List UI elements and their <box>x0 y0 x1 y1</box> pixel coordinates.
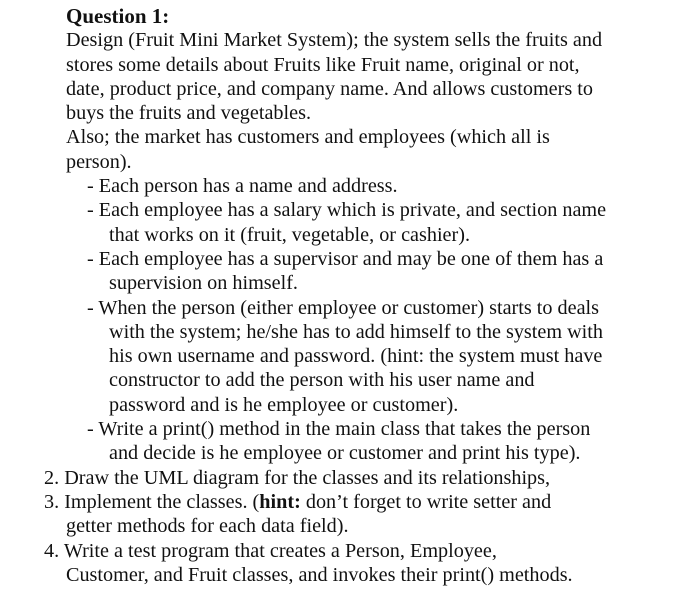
task-item <box>44 490 696 539</box>
requirement-line: - Each employee has a salary which is private, and section name <box>87 199 607 222</box>
task-item <box>44 539 696 588</box>
requirement-line: - Each employee has a supervisor and may be one of them has a <box>87 247 604 270</box>
task-number: 4. <box>44 539 60 562</box>
intro-line: person). <box>66 150 132 173</box>
task-text: Write a test program that creates a Person, Employee, <box>59 539 497 562</box>
task-number: 3. <box>44 490 60 513</box>
intro-line: Design (Fruit Mini Market System); the system sells the fruits and <box>66 29 603 52</box>
question-title: Question 1: <box>66 4 170 28</box>
requirement-line: - Write a print() method in the main class that takes the person <box>87 418 591 441</box>
task-text: don’t forget to write setter and <box>300 490 552 513</box>
requirement-item <box>66 198 696 247</box>
requirement-line: supervision on himself. <box>109 272 298 295</box>
requirement-line: his own username and password. (hint: the system must have <box>109 345 603 368</box>
task-text: Draw the UML diagram for the classes and its relationships, <box>59 466 551 489</box>
requirement-item <box>66 417 696 466</box>
intro-paragraph <box>66 28 696 174</box>
requirement-item <box>66 296 696 417</box>
task-continuation: getter methods for each data field). <box>66 515 349 538</box>
requirement-line: constructor to add the person with his user name and <box>109 369 535 392</box>
tasks-list <box>44 466 696 587</box>
question-document <box>44 4 696 587</box>
requirement-line: with the system; he/she has to add himself to the system with <box>109 320 603 343</box>
hint-label: hint: <box>259 490 301 513</box>
intro-line: Also; the market has customers and employees (which all is <box>66 126 550 149</box>
intro-line: date, product price, and company name. And allows customers to <box>66 77 593 100</box>
requirement-line: that works on it (fruit, vegetable, or cashier). <box>109 223 471 246</box>
requirement-line: and decide is he employee or customer and print his type). <box>109 442 581 465</box>
requirement-line: - When the person (either employee or customer) starts to deals <box>87 296 599 319</box>
requirement-item <box>66 174 696 198</box>
requirement-line: password and is he employee or customer). <box>109 393 459 416</box>
intro-line: stores some details about Fruits like Fruit name, original or not, <box>66 53 580 76</box>
task-text: Implement the classes. ( <box>59 490 260 513</box>
requirement-line: - Each person has a name and address. <box>87 175 398 198</box>
requirement-item <box>66 247 696 296</box>
task-number: 2. <box>44 466 60 489</box>
task-item <box>44 466 696 490</box>
requirements-list <box>66 174 696 466</box>
intro-line: buys the fruits and vegetables. <box>66 102 311 125</box>
task-continuation: Customer, and Fruit classes, and invokes their print() methods. <box>66 563 573 586</box>
